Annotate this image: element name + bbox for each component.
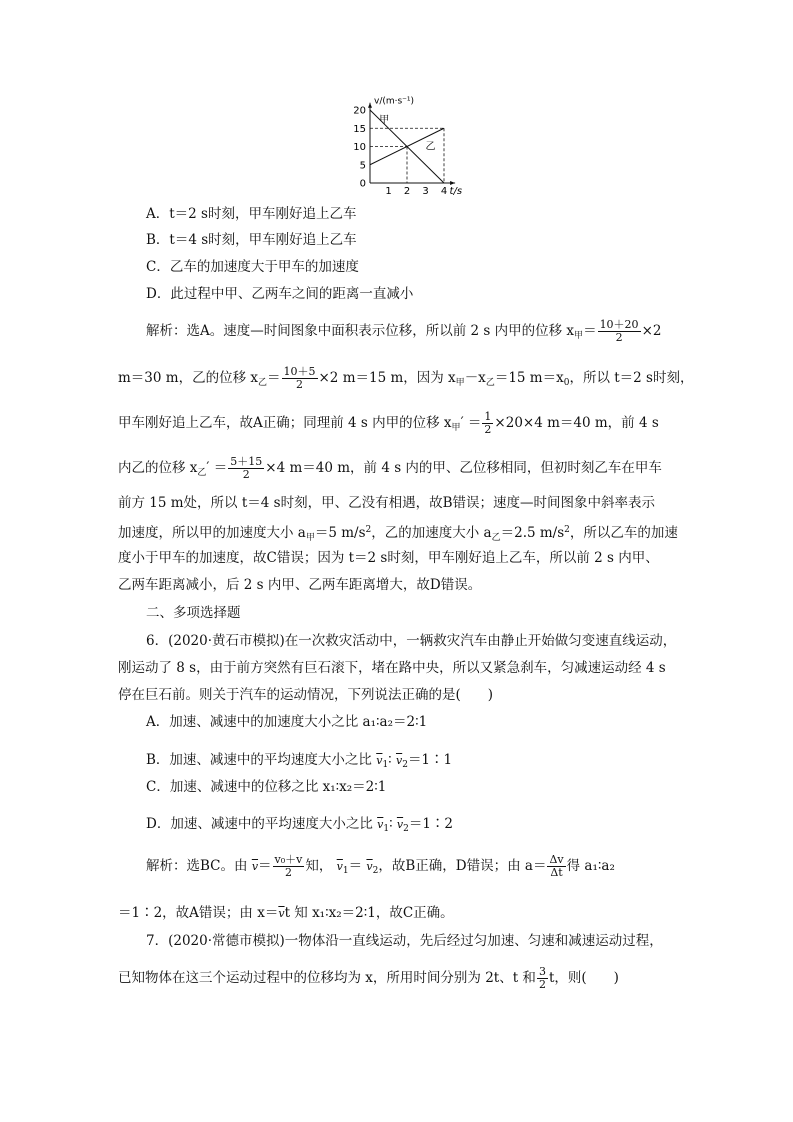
option-d: D．此过程中甲、乙两车之间的距离一直减小 — [146, 286, 414, 302]
y-tick-label: 5 — [359, 160, 366, 172]
y-tick-label: 0 — [359, 178, 366, 190]
series-label-jia: 甲 — [379, 114, 390, 126]
analysis5-line7: 度小于甲车的加速度，故C错误；因为 t＝2 s时刻，甲车刚好追上乙车，所以前 2 s 内甲、 — [118, 550, 659, 566]
q6-option-d: D．加速、减速中的平均速度大小之比 $\overline{v}_1∶$ $\overline{v}_2=1∶2$ — [146, 816, 454, 834]
x-tick-label: 2 — [403, 186, 411, 197]
analysis5-line6: 加速度，所以甲的加速度大小 $a_甲=5$ $m/s^2$，乙的加速度大小 $a_乙=2.5$ $m/s^2$，所以乙车的加速 — [118, 525, 678, 543]
q6-option-a: A．加速、减速中的加速度大小之比 a₁∶a₂＝2∶1 — [146, 714, 428, 730]
option-a: A．t＝2 s时刻，甲车刚好追上乙车 — [146, 206, 357, 222]
option-b: B．t＝4 s时刻，甲车刚好追上乙车 — [146, 232, 357, 248]
y-tick-label: 20 — [353, 105, 366, 117]
x-tick-label: 4 — [440, 186, 448, 197]
x-axis-label: t/s — [449, 186, 463, 197]
section-heading: 二、多项选择题 — [146, 605, 241, 621]
velocity-time-chart — [352, 92, 482, 198]
y-tick-label: 15 — [353, 123, 366, 135]
x-tick-label: 1 — [385, 186, 392, 197]
analysis5-line2: m＝30 m，乙的位移 $x_乙=$ $\frac{10+5}{2}$ ×2 m＝15 m，因为 $x_甲-x_乙=15$ $m=x_0$，所以 t＝2 s时刻， — [118, 365, 694, 391]
q7-line1: 7．(2020·常德市模拟)一物体沿一直线运动，先后经过匀加速、匀速和减速运动过程， — [146, 933, 663, 949]
q6-option-b: B．加速、减速中的平均速度大小之比 $\overline{v}_1∶$ $\overline{v}_2=1∶1$ — [146, 752, 453, 770]
q6-line3: 停在巨石前。则关于汽车的运动情况，下列说法正确的是( ) — [118, 687, 494, 703]
option-c: C．乙车的加速度大于甲车的加速度 — [146, 259, 359, 275]
x-tick-label: 3 — [422, 186, 429, 197]
analysis5-line3: 甲车刚好追上乙车，故A正确；同理前 4 s 内甲的位移 $x_甲'$ ＝ $\frac{1}{2}$ ×20×4 m＝40 m，前 4 s — [118, 410, 659, 436]
q6-option-c: C．加速、减速中的位移之比 x₁∶x₂＝2∶1 — [146, 779, 387, 795]
q7-line2: 已知物体在这三个运动过程中的位移均为 x，所用时间分别为 2t、t 和 $\frac{3}{2}$ t，则( ) — [118, 965, 619, 991]
q6-line1: 6．(2020·黄石市模拟)在一次救灾活动中，一辆救灾汽车由静止开始做匀变速直线运动， — [146, 633, 677, 649]
analysis6-line1: 解析：选BC。由 $\overline{v}=$ $\frac{\text{v₀＋v}}{2}$ 知， $\overline{v}_1= \overline{v}_2$，故B正确，D错误；由 a＝ $\frac{\Delta v}{\Delta t}$ 得 a₁∶a₂ — [146, 853, 615, 879]
analysis5-line1: 解析：选A。速度—时间图象中面积表示位移，所以前 2 s 内甲的位移 $x_甲=$ $\frac{10+20}{2}$ ×2 — [146, 318, 662, 344]
y-axis-arrow — [368, 103, 372, 108]
analysis6-line2: ＝1∶2，故A错误；由 $x=\overline{v}t$ 知 x₁∶x₂＝2∶1，故C正确。 — [118, 905, 454, 921]
analysis5-line4: 内乙的位移 $x_乙'$ ＝ $\frac{5+15}{2}$ ×4 m＝40 m，前 4 s 内的甲、乙位移相同，但初时刻乙车在甲车 — [118, 455, 662, 481]
analysis5-line8: 乙两车距离减小，后 2 s 内甲、乙两车距离增大，故D错误。 — [118, 577, 482, 593]
q6-line2: 刚运动了 8 s，由于前方突然有巨石滚下，堵在路中央，所以又紧急刹车，匀减速运动经 4 s — [118, 660, 666, 676]
x-axis-arrow — [450, 181, 455, 185]
series-label-yi: 乙 — [425, 141, 436, 153]
y-tick-label: 10 — [353, 142, 366, 153]
analysis5-line5: 前方 15 m处，所以 t＝4 s时刻，甲、乙没有相遇，故B错误；速度—时间图象中斜率表示 — [118, 495, 656, 511]
y-axis-label: v/(m·s⁻¹) — [374, 96, 415, 107]
